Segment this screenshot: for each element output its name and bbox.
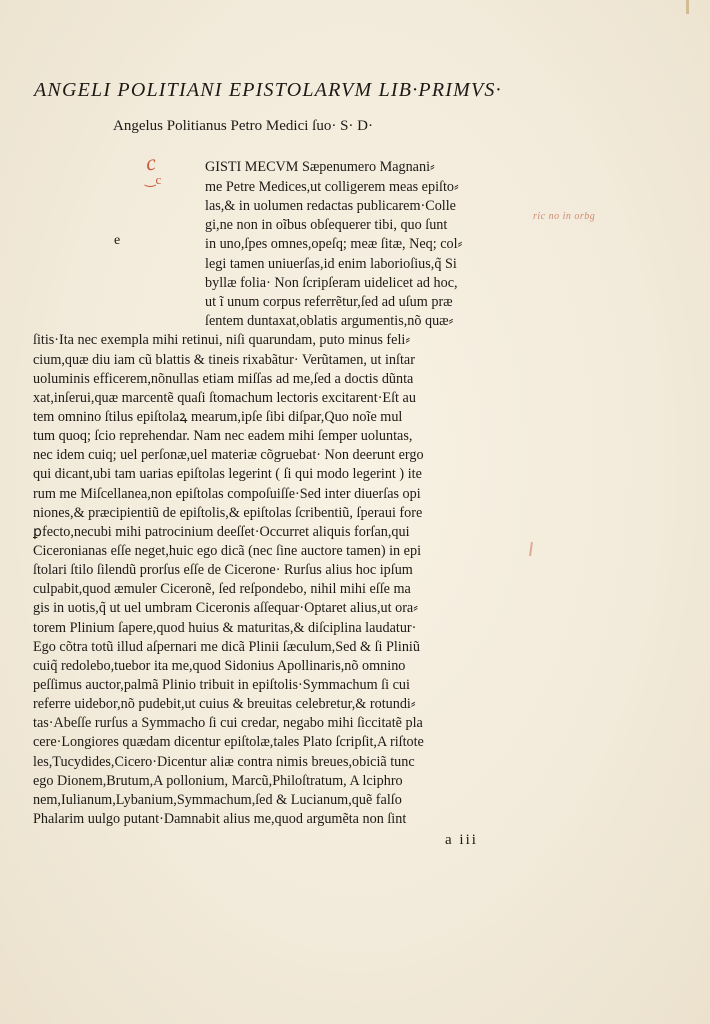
text-line: gis in uotis,q̃ ut uel umbram Ciceronis aſſequar·Optaret alius,ut ora⸗ [33, 600, 418, 616]
text-line: me Petre Medices,ut colligerem meas epiſto⸗ [205, 179, 459, 195]
text-line: ut ĩ unum corpus referrẽtur,ſed ad uſum præ [205, 294, 453, 310]
page-edge-mark [686, 0, 689, 14]
text-line: Phalarim uulgo putant·Damnabit alius me,quod argumẽta non ſint [33, 811, 407, 827]
salutation: Angelus Politianus Petro Medici ſuo· S· D· [113, 118, 373, 134]
text-line: Ciceronianas eſſe neget,huic ego dicã (nec ſine auctore tamen) in epi [33, 543, 422, 559]
text-line: niones,& præcipientiũ de epiſtolis,& epiſtolas ſcribentiũ, ſperaui fore [33, 505, 423, 521]
text-line: tas·Abeſſe rurſus a Symmacho ſi cui credar, negabo mihi ſiccitatẽ pla [33, 715, 423, 731]
text-line: las,& in uolumen redactas publicarem·Colle [205, 198, 456, 214]
text-line: cuiq̃ redolebo,tuebor ita me,quod Sidonius Apollinaris,nõ omnino [33, 658, 406, 674]
text-line: in uno,ſpes omnes,opeſq; meæ ſitæ, Neq; col⸗ [205, 236, 463, 252]
text-line: ſtolari ſtilo ſilendũ prorſus eſſe de Cicerone· Rurſus alius hoc ipſum [33, 562, 413, 578]
running-head: ANGELI POLITIANI EPISTOLARVM LIB·PRIMVS· [34, 79, 502, 101]
text-line: tem omnino ſtilus epiſtolaꝝ mearum,ipſe ſibi diſpar,Quo noĩe mul [33, 409, 403, 425]
margin-annotation: ric no in orbg [533, 211, 596, 222]
text-line: ſitis·Ita nec exempla mihi retinui, niſi quarundam, puto minus feli⸗ [33, 332, 411, 348]
text-line: rum me Miſcellanea,non epiſtolas compoſuiſſe·Sed inter diuerſas opi [33, 486, 421, 502]
text-line: GISTI MECVM Sæpenumero Magnani⸗ [205, 159, 435, 175]
text-line: gi,ne non in oĩbus obſequerer tibi, quo ſunt [205, 217, 448, 233]
text-line: cere·Longiores quædam dicentur epiſtolæ,tales Plato ſcripſit,A riſtote [33, 734, 424, 750]
text-line: ꝑfecto,necubi mihi patrocinium deeſſet·Occurret aliquis forſan,qui [33, 524, 410, 540]
text-line: ſentem duntaxat,oblatis argumentis,nõ quæ⸗ [205, 313, 454, 329]
initial-guide-letter: c [144, 149, 158, 176]
text-line: uoluminis efficerem,nõnullas etiam miſſas ad me,ſed a doctis dũnta [33, 371, 414, 387]
text-line: torem Plinium ſapere,quod huius & maturitas,& diſciplina laudatur· [33, 620, 417, 636]
text-line: nec idem cuiq; uel perſonæ,uel materiæ cõgruebat· Non deerunt ergo [33, 447, 424, 463]
text-line: peſſimus auctor,palmã Plinio tribuit in epiſtolis·Symmachum ſi cui [33, 677, 410, 693]
text-line: Ego cõtra totũ illud aſpernari me dicã Plinii ſæculum,Sed & ſi Pliniũ [33, 639, 420, 655]
text-line: qui dicant,ubi tam uarias epiſtolas legerint ( ſi qui modo legerint ) ite [33, 466, 422, 482]
margin-letter: e [114, 233, 121, 248]
text-line: les,Tucydides,Cicero·Dicentur aliæ contra nimis breues,obiciã tunc [33, 754, 415, 770]
margin-tick-mark [529, 542, 533, 556]
text-line: referre uidebor,nõ pudebit,ut cuius & breuitas celebretur,& rotundi⸗ [33, 696, 416, 712]
text-line: legi tamen uniuerſas,id enim laborioſius,q̃ Si [205, 256, 457, 272]
text-line: byllæ folia· Non ſcripſeram uidelicet ad hoc, [205, 275, 458, 291]
text-line: cium,quæ diu iam cũ blattis & tineis rixabãtur· Verũtamen, ut inſtar [33, 352, 415, 368]
text-line: ego Dionem,Brutum,A pollonium, Marcũ,Philoſtratum, A lciphro [33, 773, 403, 789]
initial-guide-mark: ‿c [145, 172, 162, 187]
text-line: culpabit,quod æmuler Ciceronẽ, ſed reſpondebo, nihil mihi eſſe ma [33, 581, 411, 597]
text-line: tum quoq; ſcio reprehendar. Nam nec eadem mihi ſemper uoluntas, [33, 428, 413, 444]
text-line: xat,inſerui,quæ marcentẽ quaſi ſtomachum lectoris excitarent·Eſt au [33, 390, 416, 406]
text-line: nem,Iulianum,Lybanium,Symmachum,ſed & Lucianum,quẽ falſo [33, 792, 402, 808]
signature-mark: a iii [445, 832, 478, 848]
